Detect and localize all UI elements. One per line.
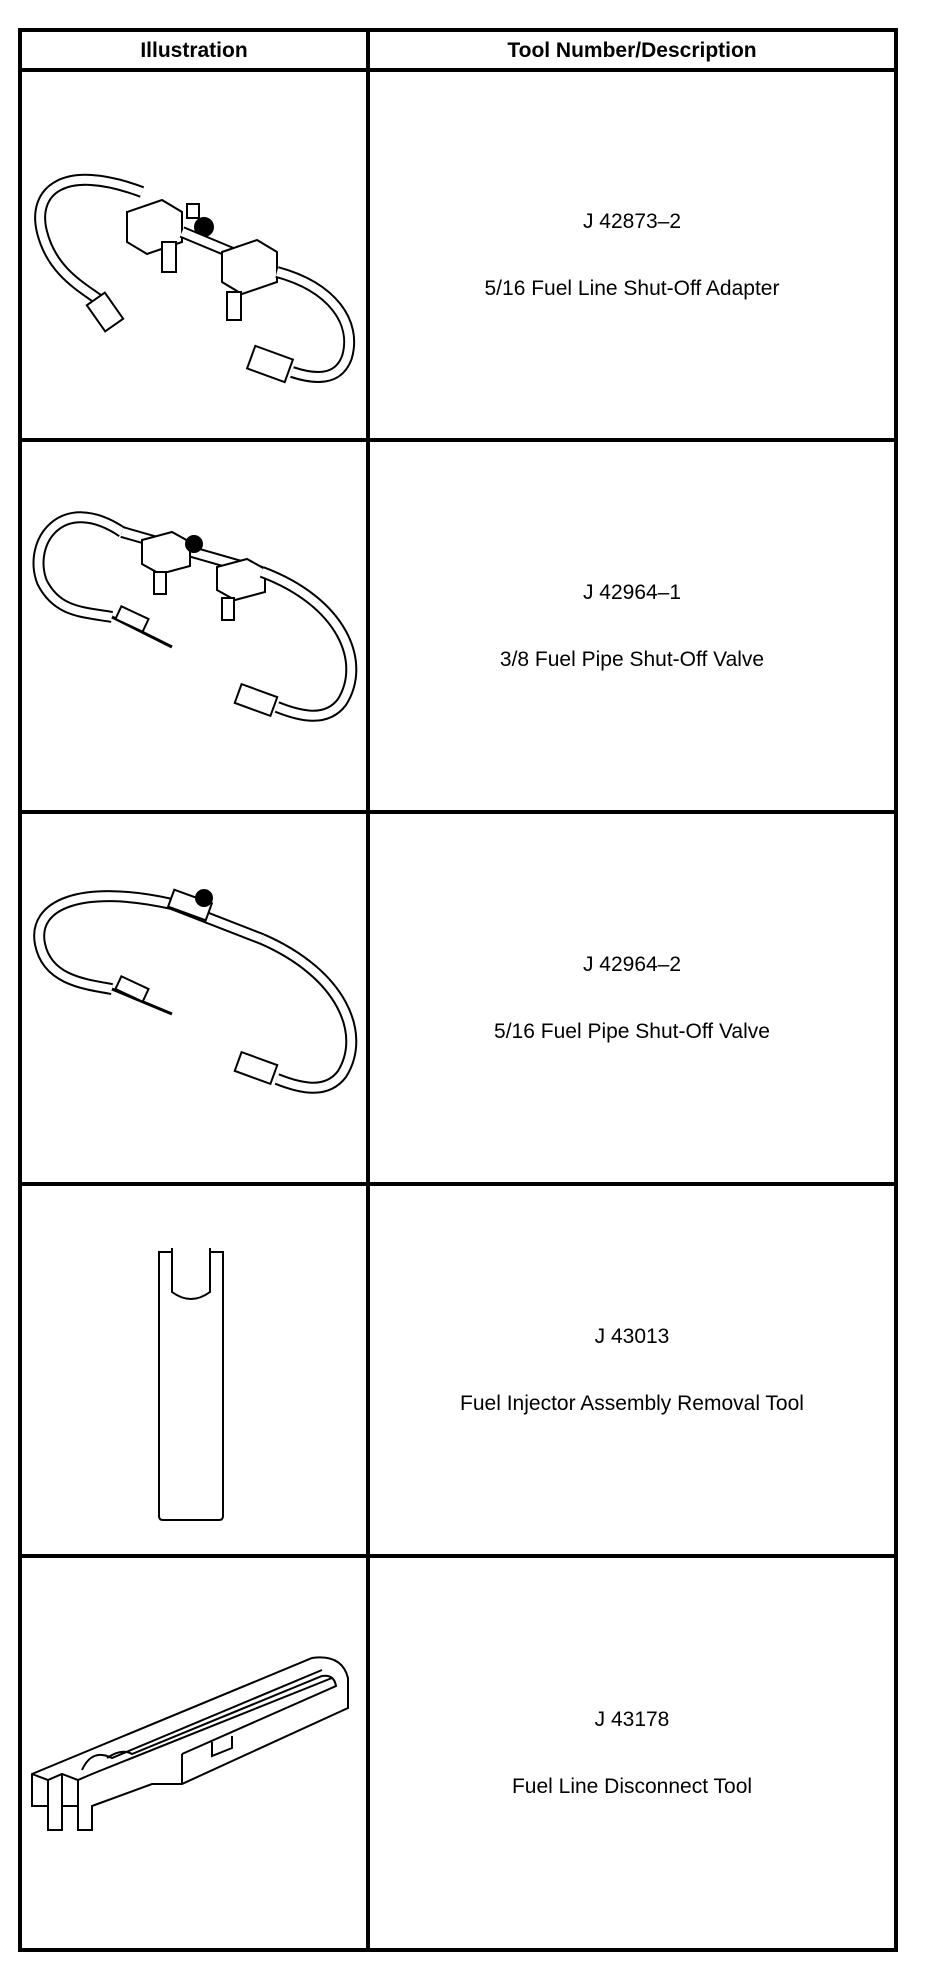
tool-number: J 43178 (594, 1707, 670, 1731)
tool-description: 5/16 Fuel Line Shut-Off Adapter (484, 276, 780, 300)
tool-table (18, 28, 898, 1952)
tool-description: 5/16 Fuel Pipe Shut-Off Valve (494, 1019, 770, 1043)
fuel-line-shutoff-adapter-icon (22, 72, 366, 438)
tool-description: 3/8 Fuel Pipe Shut-Off Valve (499, 647, 765, 671)
table-row (22, 814, 894, 1186)
tool-number: J 42873–2 (582, 209, 682, 233)
table-row (22, 442, 894, 814)
tool-description: Fuel Line Disconnect Tool (511, 1774, 753, 1798)
table-row (22, 72, 894, 442)
table-row (22, 1186, 894, 1558)
injector-removal-tool-icon (22, 1186, 366, 1554)
header-illustration: Illustration (140, 39, 248, 62)
fuel-pipe-shutoff-valve-5-16-icon (22, 814, 366, 1182)
header-tool-description: Tool Number/Description (507, 39, 757, 62)
table-row (22, 1558, 894, 1948)
tool-description: Fuel Injector Assembly Removal Tool (460, 1391, 804, 1415)
tool-number: J 42964–1 (582, 580, 682, 604)
fuel-line-disconnect-tool-icon (22, 1558, 366, 1948)
fuel-pipe-shutoff-valve-3-8-icon (22, 442, 366, 810)
tool-number: J 43013 (594, 1324, 670, 1348)
tool-number: J 42964–2 (582, 952, 682, 976)
table-header (22, 32, 894, 72)
